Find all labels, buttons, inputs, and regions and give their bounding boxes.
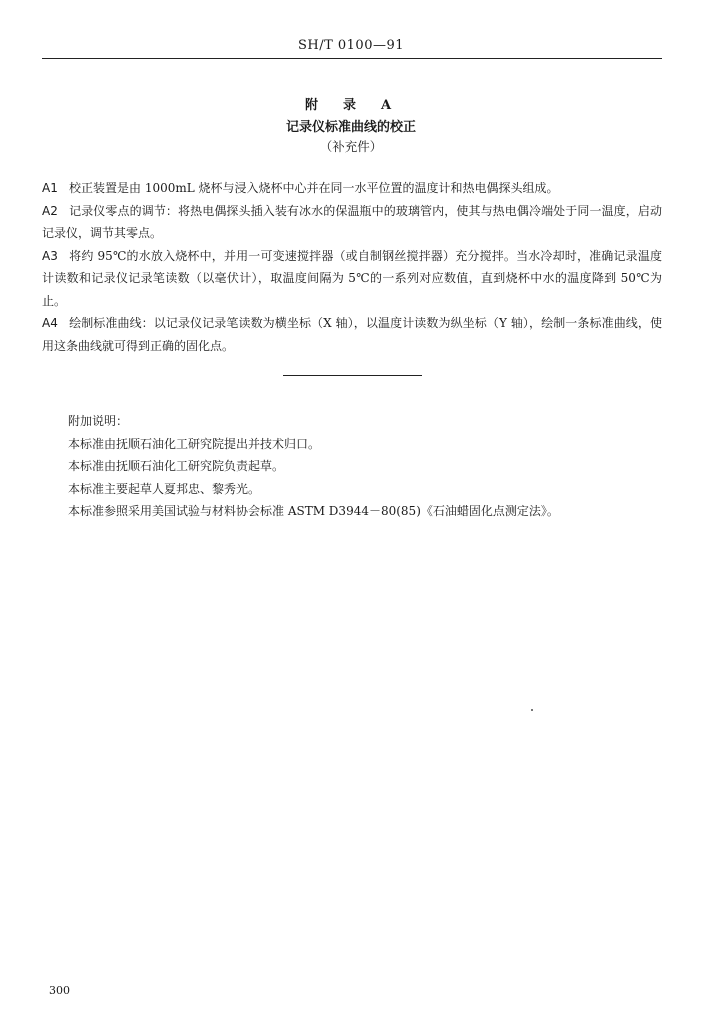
clause-a4 xyxy=(42,312,662,357)
notes-line: 本标准由抚顺石油化工研究院提出并技术归口。 xyxy=(68,436,321,451)
notes-line: 本标准参照采用美国试验与材料协会标准 ASTM D3944－80(85)《石油蜡固化点测定法》。 xyxy=(68,504,559,518)
clause-text: 将约 95℃的水放入烧杯中，并用一可变速搅拌器（或自制钢丝搅拌器）充分搅拌。当水冷却时，准确记录温度计读数和记录仪记录笔读数（以毫伏计），取温度间隔为 5℃的一系列对应数值，直到烧杯中水的温度降到 50℃为止。 xyxy=(42,248,662,308)
appendix-subtitle: 记录仪标准曲线的校正 xyxy=(285,120,416,135)
appendix-title: 附 录 A xyxy=(304,98,398,113)
notes-heading: 附加说明： xyxy=(68,414,129,428)
clause-id: A2 xyxy=(42,203,58,218)
clause-text: 绘制标准曲线：以记录仪记录笔读数为横坐标（X 轴），以温度计读数为纵坐标（Y 轴），绘制一条标准曲线，使用这条曲线就可得到正确的固化点。 xyxy=(42,316,662,353)
clause-id: A4 xyxy=(42,316,58,330)
clause-a3 xyxy=(42,245,662,313)
clause-text: 记录仪零点的调节：将热电偶探头插入装有冰水的保温瓶中的玻璃管内，使其与热电偶冷端处于同一温度，启动记录仪，调节其零点。 xyxy=(42,203,662,240)
clause-a1 xyxy=(42,177,662,200)
additional-notes xyxy=(68,410,662,523)
standard-code: SH/T 0100—91 xyxy=(297,38,405,53)
page-number: 300 xyxy=(49,984,70,997)
end-divider xyxy=(283,375,422,376)
scan-speck xyxy=(531,709,533,711)
notes-line: 本标准由抚顺石油化工研究院负责起草。 xyxy=(68,459,285,473)
clause-a2 xyxy=(42,200,662,245)
clause-id: A3 xyxy=(42,248,58,263)
clause-id: A1 xyxy=(42,181,58,195)
header-rule xyxy=(42,58,662,59)
clause-list xyxy=(42,177,662,357)
clause-text: 校正装置是由 1000mL 烧杯与浸入烧杯中心并在同一水平位置的温度计和热电偶探头组成。 xyxy=(69,181,559,195)
notes-line: 本标准主要起草人夏邦忠、黎秀光。 xyxy=(68,481,261,496)
appendix-note: （补充件） xyxy=(319,139,383,154)
